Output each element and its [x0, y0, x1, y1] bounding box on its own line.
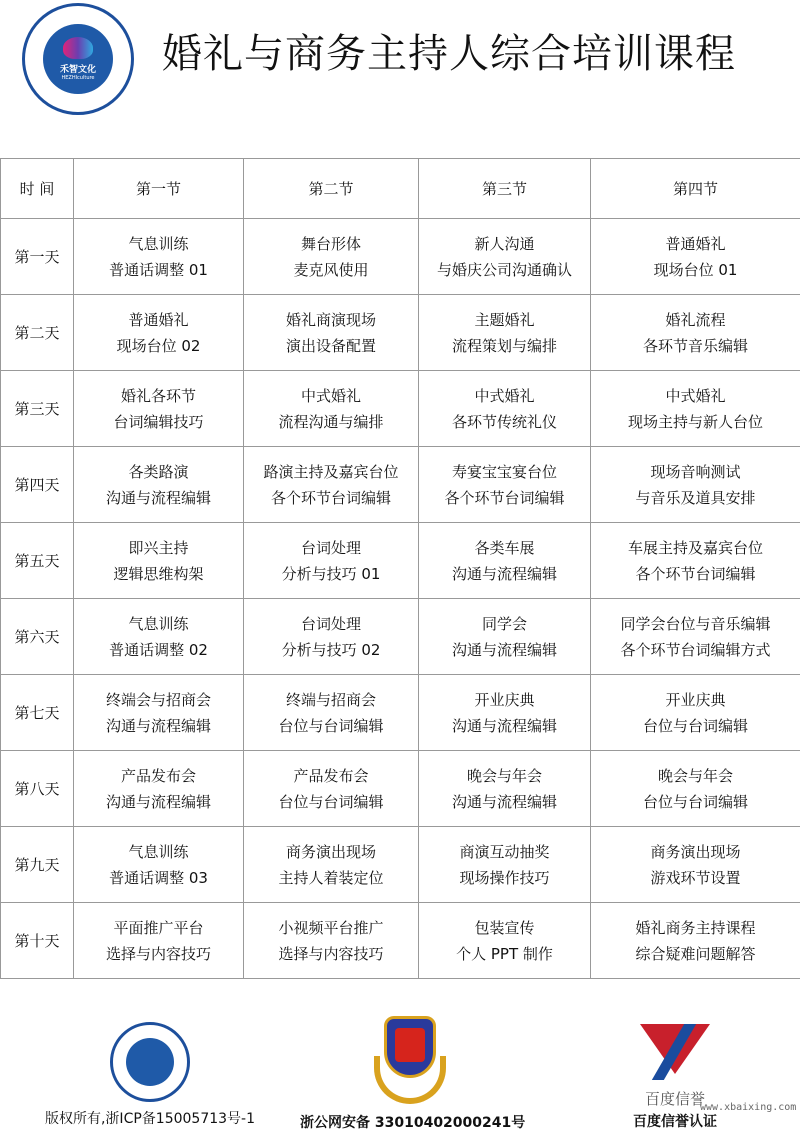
baidu-credibility-icon — [640, 1024, 710, 1074]
course-cell — [591, 219, 800, 295]
course-line: 平面推广平台 — [74, 915, 243, 941]
course-cell — [244, 751, 419, 827]
course-cell — [591, 371, 800, 447]
course-cell — [74, 675, 244, 751]
course-cell — [591, 675, 800, 751]
day-label: 第九天 — [1, 827, 74, 903]
course-cell — [244, 219, 419, 295]
course-line: 同学会 — [419, 611, 590, 637]
course-cell — [419, 447, 591, 523]
page-title: 婚礼与商务主持人综合培训课程 — [162, 22, 736, 79]
course-cell — [74, 219, 244, 295]
course-line: 主题婚礼 — [419, 307, 590, 333]
company-logo — [22, 3, 134, 115]
course-line: 台词处理 — [244, 611, 418, 637]
course-line: 现场音响测试 — [591, 459, 800, 485]
course-line: 寿宴宝宝宴台位 — [419, 459, 590, 485]
course-line: 各环节音乐编辑 — [591, 333, 800, 359]
course-cell — [244, 295, 419, 371]
course-cell — [244, 599, 419, 675]
header-session: 第一节 — [74, 159, 244, 219]
copyright-text: 版权所有,浙ICP备15005713号-1 — [40, 1108, 260, 1128]
course-cell — [591, 827, 800, 903]
course-line: 与婚庆公司沟通确认 — [419, 257, 590, 283]
course-line: 晚会与年会 — [591, 763, 800, 789]
course-line: 商演互动抽奖 — [419, 839, 590, 865]
course-line: 各类路演 — [74, 459, 243, 485]
course-cell — [244, 827, 419, 903]
course-line: 个人 PPT 制作 — [419, 941, 590, 967]
course-cell — [74, 827, 244, 903]
course-cell — [419, 751, 591, 827]
course-line: 路演主持及嘉宾台位 — [244, 459, 418, 485]
course-cell — [419, 827, 591, 903]
table-row — [1, 599, 800, 675]
course-line: 台词处理 — [244, 535, 418, 561]
course-cell — [591, 903, 800, 979]
course-cell — [419, 903, 591, 979]
course-line: 沟通与流程编辑 — [74, 789, 243, 815]
day-label: 第一天 — [1, 219, 74, 295]
course-cell — [74, 751, 244, 827]
course-cell — [419, 371, 591, 447]
logo-en: HEZHIculture — [61, 75, 94, 81]
police-record-text: 浙公网安备 33010402000241号 — [300, 1112, 520, 1132]
footer-baidu — [620, 1024, 730, 1131]
course-line: 普通话调整 03 — [74, 865, 243, 891]
course-line: 商务演出现场 — [591, 839, 800, 865]
course-line: 台位与台词编辑 — [591, 789, 800, 815]
course-line: 同学会台位与音乐编辑 — [591, 611, 800, 637]
course-cell — [244, 523, 419, 599]
course-line: 麦克风使用 — [244, 257, 418, 283]
course-line: 普通话调整 02 — [74, 637, 243, 663]
course-cell — [419, 219, 591, 295]
course-line: 台位与台词编辑 — [244, 789, 418, 815]
course-cell — [244, 903, 419, 979]
course-line: 沟通与流程编辑 — [419, 789, 590, 815]
course-line: 中式婚礼 — [591, 383, 800, 409]
course-cell — [591, 523, 800, 599]
day-label: 第七天 — [1, 675, 74, 751]
course-cell — [419, 675, 591, 751]
course-line: 车展主持及嘉宾台位 — [591, 535, 800, 561]
course-line: 沟通与流程编辑 — [74, 713, 243, 739]
baidu-text: 百度信誉认证 — [620, 1111, 730, 1131]
course-cell — [591, 599, 800, 675]
watermark: www.xbaixing.com — [700, 1102, 796, 1113]
course-cell — [419, 523, 591, 599]
table-row — [1, 219, 800, 295]
course-cell — [419, 295, 591, 371]
header-session: 第二节 — [244, 159, 419, 219]
table-row — [1, 447, 800, 523]
course-line: 选择与内容技巧 — [74, 941, 243, 967]
course-cell — [74, 295, 244, 371]
course-line: 各个环节台词编辑 — [419, 485, 590, 511]
footer-police — [300, 1016, 520, 1132]
course-line: 各个环节台词编辑 — [591, 561, 800, 587]
course-cell — [419, 599, 591, 675]
course-line: 现场台位 01 — [591, 257, 800, 283]
course-line: 婚礼流程 — [591, 307, 800, 333]
schedule-table — [0, 158, 800, 979]
course-line: 新人沟通 — [419, 231, 590, 257]
table-row — [1, 675, 800, 751]
course-line: 产品发布会 — [74, 763, 243, 789]
table-row — [1, 371, 800, 447]
course-line: 普通婚礼 — [74, 307, 243, 333]
course-line: 分析与技巧 01 — [244, 561, 418, 587]
course-line: 气息训练 — [74, 611, 243, 637]
course-line: 游戏环节设置 — [591, 865, 800, 891]
day-label: 第八天 — [1, 751, 74, 827]
course-line: 各个环节台词编辑 — [244, 485, 418, 511]
course-line: 舞台形体 — [244, 231, 418, 257]
course-line: 现场操作技巧 — [419, 865, 590, 891]
course-line: 婚礼各环节 — [74, 383, 243, 409]
swirl-icon — [63, 37, 93, 59]
course-cell — [74, 447, 244, 523]
course-cell — [74, 599, 244, 675]
course-line: 中式婚礼 — [419, 383, 590, 409]
course-line: 气息训练 — [74, 839, 243, 865]
course-line: 台位与台词编辑 — [591, 713, 800, 739]
course-line: 产品发布会 — [244, 763, 418, 789]
course-line: 沟通与流程编辑 — [419, 561, 590, 587]
course-line: 开业庆典 — [591, 687, 800, 713]
course-line: 沟通与流程编辑 — [419, 637, 590, 663]
day-label: 第三天 — [1, 371, 74, 447]
course-cell — [591, 751, 800, 827]
course-line: 晚会与年会 — [419, 763, 590, 789]
table-row — [1, 295, 800, 371]
course-line: 商务演出现场 — [244, 839, 418, 865]
course-cell — [244, 675, 419, 751]
header-session: 第四节 — [591, 159, 800, 219]
course-line: 各环节传统礼仪 — [419, 409, 590, 435]
header-session: 第三节 — [419, 159, 591, 219]
table-row — [1, 523, 800, 599]
footer-copyright — [40, 1022, 260, 1128]
day-label: 第五天 — [1, 523, 74, 599]
course-line: 综合疑难问题解答 — [591, 941, 800, 967]
course-cell — [74, 371, 244, 447]
course-line: 婚礼商务主持课程 — [591, 915, 800, 941]
course-line: 各类车展 — [419, 535, 590, 561]
day-label: 第四天 — [1, 447, 74, 523]
table-row — [1, 827, 800, 903]
day-label: 第二天 — [1, 295, 74, 371]
course-line: 各个环节台词编辑方式 — [591, 637, 800, 663]
course-line: 台词编辑技巧 — [74, 409, 243, 435]
course-line: 小视频平台推广 — [244, 915, 418, 941]
course-line: 开业庆典 — [419, 687, 590, 713]
course-line: 中式婚礼 — [244, 383, 418, 409]
course-cell — [244, 447, 419, 523]
course-cell — [74, 523, 244, 599]
course-line: 台位与台词编辑 — [244, 713, 418, 739]
course-cell — [591, 295, 800, 371]
course-line: 终端与招商会 — [244, 687, 418, 713]
course-line: 与音乐及道具安排 — [591, 485, 800, 511]
course-line: 普通婚礼 — [591, 231, 800, 257]
course-cell — [244, 371, 419, 447]
course-line: 现场主持与新人台位 — [591, 409, 800, 435]
logo-cn: 禾智文化 — [60, 62, 96, 75]
day-label: 第六天 — [1, 599, 74, 675]
header-row — [1, 159, 800, 219]
course-line: 终端会与招商会 — [74, 687, 243, 713]
company-logo-small — [110, 1022, 190, 1102]
course-line: 沟通与流程编辑 — [74, 485, 243, 511]
course-line: 逻辑思维构架 — [74, 561, 243, 587]
day-label: 第十天 — [1, 903, 74, 979]
course-line: 主持人着装定位 — [244, 865, 418, 891]
header-time: 时 间 — [1, 159, 74, 219]
table-row — [1, 751, 800, 827]
police-badge-icon — [374, 1016, 446, 1106]
course-line: 现场台位 02 — [74, 333, 243, 359]
course-line: 分析与技巧 02 — [244, 637, 418, 663]
course-cell — [591, 447, 800, 523]
table-row — [1, 903, 800, 979]
course-line: 即兴主持 — [74, 535, 243, 561]
course-cell — [74, 903, 244, 979]
course-line: 沟通与流程编辑 — [419, 713, 590, 739]
course-line: 气息训练 — [74, 231, 243, 257]
course-line: 普通话调整 01 — [74, 257, 243, 283]
course-line: 婚礼商演现场 — [244, 307, 418, 333]
course-line: 流程沟通与编排 — [244, 409, 418, 435]
course-line: 选择与内容技巧 — [244, 941, 418, 967]
course-line: 演出设备配置 — [244, 333, 418, 359]
course-line: 包装宣传 — [419, 915, 590, 941]
baidu-logo-text: 百度信誉 — [620, 1088, 730, 1109]
course-line: 流程策划与编排 — [419, 333, 590, 359]
